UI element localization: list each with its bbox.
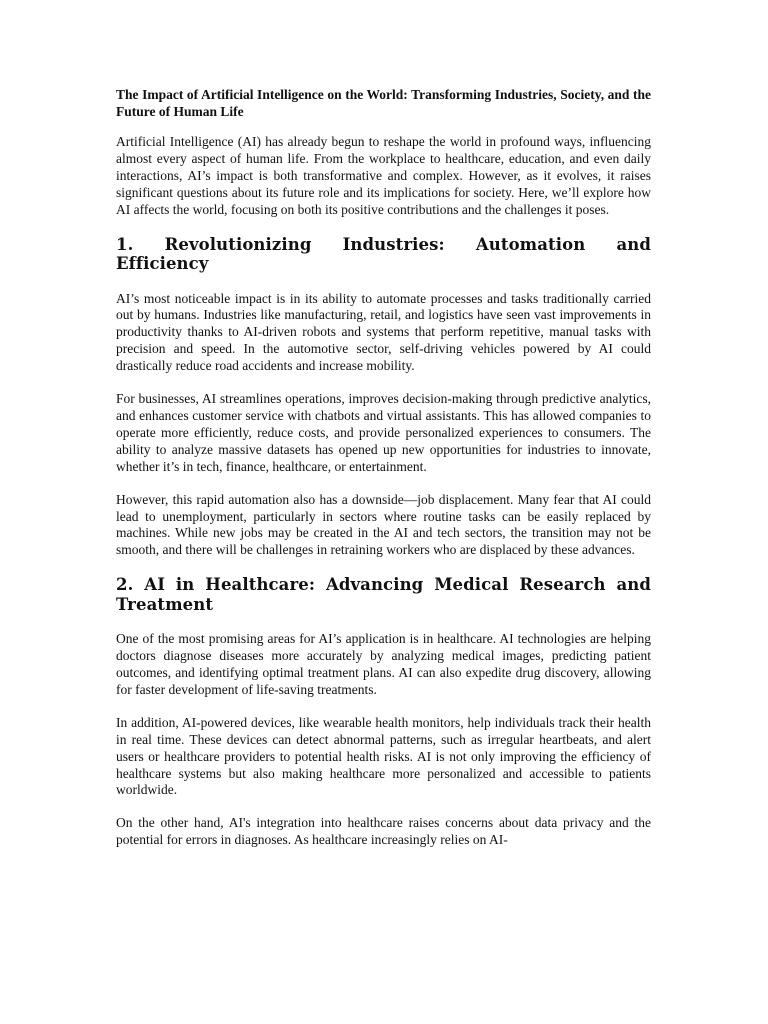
section-1-paragraph-1: AI’s most noticeable impact is in its ability to automate processes and tasks traditionally carried out by humans. Industries like manufacturing, retail, and logistics have seen vast improvements in productivity thanks to AI-driven robots and systems that perform repetitive, manual tasks with precision and speed. In the automotive sector, self-driving vehicles powered by AI could drastically reduce road accidents and increase mobility. bbox=[116, 290, 651, 374]
section-2-heading: 2. AI in Healthcare: Advancing Medical Research and Treatment bbox=[116, 575, 651, 614]
section-2-paragraph-2: In addition, AI-powered devices, like wearable health monitors, help individuals track their health in real time. These devices can detect abnormal patterns, such as irregular heartbeats, and alert users or healthcare providers to potential health risks. AI is not only improving the efficiency of healthcare systems but also making healthcare more personalized and accessible to patients worldwide. bbox=[116, 714, 651, 798]
section-1-paragraph-3: However, this rapid automation also has a downside—job displacement. Many fear that AI could lead to unemployment, particularly in sectors where routine tasks can be easily replaced by machines. While new jobs may be created in the AI and tech sectors, the transition may not be smooth, and there will be challenges in retraining workers who are displaced by these advances. bbox=[116, 491, 651, 558]
section-1-paragraph-2: For businesses, AI streamlines operations, improves decision-making through predictive analytics, and enhances customer service with chatbots and virtual assistants. This has allowed companies to operate more efficiently, reduce costs, and provide personalized experiences to consumers. The ability to analyze massive datasets has opened up new opportunities for industries to innovate, whether it’s in tech, finance, healthcare, or entertainment. bbox=[116, 391, 651, 474]
document-title: The Impact of Artificial Intelligence on the World: Transforming Industries, Society, and the Future of Human Life bbox=[116, 87, 651, 119]
section-2-paragraph-1: One of the most promising areas for AI’s application is in healthcare. AI technologies are helping doctors diagnose diseases more accurately by analyzing medical images, predicting patient outcomes, and identifying optimal treatment plans. AI can also expedite drug discovery, allowing for faster development of life-saving treatments. bbox=[116, 631, 651, 697]
section-1-heading-line-1: 1. Revolutionizing Industries: Automation and bbox=[116, 234, 651, 254]
section-1-heading bbox=[116, 235, 651, 274]
section-1-heading-line-2: Efficiency bbox=[116, 254, 209, 274]
section-2-paragraph-3: On the other hand, AI's integration into healthcare raises concerns about data privacy and the potential for errors in diagnoses. As healthcare increasingly relies on AI- bbox=[116, 815, 651, 848]
intro-paragraph: Artificial Intelligence (AI) has already begun to reshape the world in profound ways, influencing almost every aspect of human life. From the workplace to healthcare, education, and even daily interactions, AI’s impact is both transformative and complex. However, as it evolves, it raises significant questions about its future role and its implications for society. Here, we’ll explore how AI affects the world, focusing on both its positive contributions and the challenges it poses. bbox=[116, 134, 651, 217]
document-page bbox=[116, 87, 651, 865]
